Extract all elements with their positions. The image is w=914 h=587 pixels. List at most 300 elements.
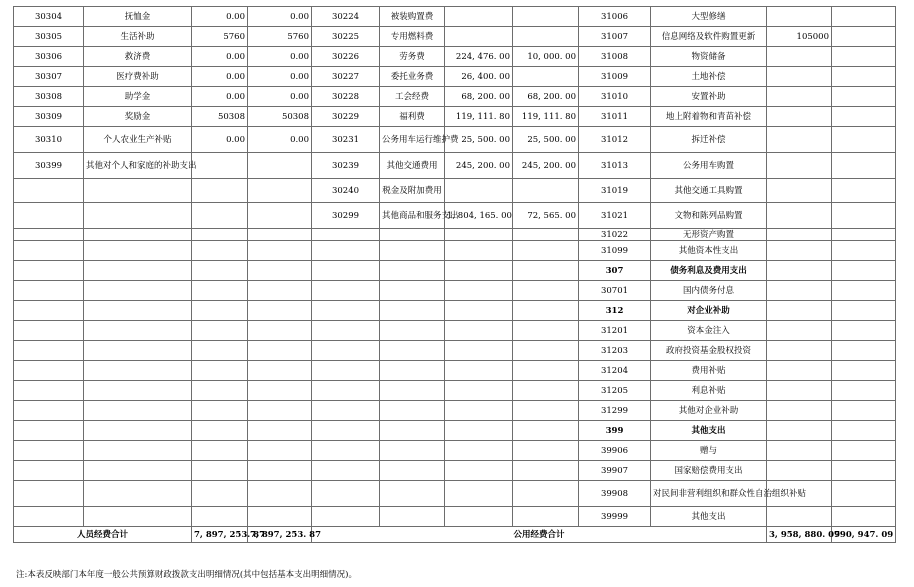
table-row — [14, 27, 896, 47]
table-cell: 30399 — [14, 153, 84, 179]
table-cell — [767, 107, 832, 127]
table-cell: 其他交通工具购置 — [651, 179, 767, 203]
table-cell — [312, 321, 380, 341]
expenditure-detail-table — [13, 6, 896, 543]
table-cell: 0.00 — [192, 47, 248, 67]
table-cell — [832, 67, 896, 87]
table-cell: 30229 — [312, 107, 380, 127]
table-cell: 0.00 — [192, 127, 248, 153]
table-cell — [832, 203, 896, 229]
totals-row — [14, 527, 896, 543]
table-cell — [192, 179, 248, 203]
table-cell: 30306 — [14, 47, 84, 67]
table-cell — [832, 7, 896, 27]
table-cell — [832, 153, 896, 179]
table-cell: 31021 — [579, 203, 651, 229]
table-cell — [192, 153, 248, 179]
table-row — [14, 107, 896, 127]
table-cell — [767, 441, 832, 461]
table-cell: 30305 — [14, 27, 84, 47]
table-cell — [84, 321, 192, 341]
table-cell — [513, 67, 579, 87]
table-cell — [445, 361, 513, 381]
table-cell: 对企业补助 — [651, 301, 767, 321]
table-cell — [192, 241, 248, 261]
table-row — [14, 153, 896, 179]
table-cell — [445, 341, 513, 361]
table-cell — [767, 87, 832, 107]
table-cell: 31012 — [579, 127, 651, 153]
table-row — [14, 341, 896, 361]
table-cell — [767, 179, 832, 203]
table-cell — [248, 401, 312, 421]
table-cell: 地上附着物和青苗补偿 — [651, 107, 767, 127]
table-row — [14, 281, 896, 301]
table-cell — [84, 341, 192, 361]
table-row — [14, 507, 896, 527]
table-cell — [767, 67, 832, 87]
table-cell — [248, 507, 312, 527]
table-cell — [84, 281, 192, 301]
table-cell — [767, 321, 832, 341]
table-cell — [767, 421, 832, 441]
table-cell: 0.00 — [248, 127, 312, 153]
table-cell — [248, 229, 312, 241]
table-cell — [832, 481, 896, 507]
table-cell — [832, 421, 896, 441]
table-cell — [192, 441, 248, 461]
table-cell — [767, 361, 832, 381]
table-cell: 119, 111. 80 — [445, 107, 513, 127]
table-cell — [513, 179, 579, 203]
table-cell — [832, 87, 896, 107]
table-cell — [832, 107, 896, 127]
table-cell — [312, 361, 380, 381]
table-row — [14, 47, 896, 67]
table-cell: 对民间非营利组织和群众性自治组织补贴 — [651, 481, 767, 507]
table-cell — [767, 301, 832, 321]
table-cell — [248, 381, 312, 401]
table-cell: 31099 — [579, 241, 651, 261]
table-row — [14, 67, 896, 87]
table-cell — [14, 401, 84, 421]
table-cell — [14, 461, 84, 481]
table-cell — [832, 381, 896, 401]
table-cell: 31008 — [579, 47, 651, 67]
table-cell: 30225 — [312, 27, 380, 47]
table-cell — [248, 341, 312, 361]
table-cell: 信息网络及软件购置更新 — [651, 27, 767, 47]
table-cell: 31201 — [579, 321, 651, 341]
table-cell: 30304 — [14, 7, 84, 27]
table-cell — [832, 441, 896, 461]
table-cell — [312, 401, 380, 421]
table-cell: 医疗费补助 — [84, 67, 192, 87]
table-cell: 30308 — [14, 87, 84, 107]
table-cell — [192, 281, 248, 301]
table-cell — [14, 261, 84, 281]
table-cell — [192, 203, 248, 229]
table-cell: 30701 — [579, 281, 651, 301]
table-cell — [445, 461, 513, 481]
table-cell — [832, 341, 896, 361]
table-cell: 307 — [579, 261, 651, 281]
table-cell — [767, 381, 832, 401]
table-cell: 31203 — [579, 341, 651, 361]
table-cell: 奖励金 — [84, 107, 192, 127]
table-cell — [513, 381, 579, 401]
table-cell — [832, 229, 896, 241]
table-cell: 资本金注入 — [651, 321, 767, 341]
table-cell — [14, 281, 84, 301]
table-cell — [767, 341, 832, 361]
table-cell — [248, 321, 312, 341]
table-cell — [445, 401, 513, 421]
table-cell — [445, 301, 513, 321]
table-body — [14, 7, 896, 543]
table-cell — [513, 341, 579, 361]
table-cell — [380, 341, 445, 361]
table-cell — [248, 441, 312, 461]
table-cell — [84, 461, 192, 481]
table-cell — [84, 301, 192, 321]
table-cell: 39908 — [579, 481, 651, 507]
table-cell: 30224 — [312, 7, 380, 27]
table-cell: 10, 000. 00 — [513, 47, 579, 67]
table-cell: 30231 — [312, 127, 380, 153]
table-cell — [767, 153, 832, 179]
table-cell: 政府投资基金股权投资 — [651, 341, 767, 361]
table-cell: 245, 200. 00 — [445, 153, 513, 179]
table-cell — [767, 261, 832, 281]
table-cell — [513, 507, 579, 527]
table-cell — [513, 281, 579, 301]
table-row — [14, 301, 896, 321]
table-cell — [312, 381, 380, 401]
table-cell — [513, 261, 579, 281]
table-cell — [14, 341, 84, 361]
table-cell — [832, 241, 896, 261]
table-cell — [832, 281, 896, 301]
table-cell — [84, 507, 192, 527]
table-cell — [513, 27, 579, 47]
table-cell — [832, 401, 896, 421]
table-cell: 312 — [579, 301, 651, 321]
table-row — [14, 203, 896, 229]
table-cell — [248, 241, 312, 261]
table-cell — [445, 7, 513, 27]
table-cell: 399 — [579, 421, 651, 441]
table-cell — [380, 507, 445, 527]
table-cell — [84, 241, 192, 261]
table-cell — [380, 229, 445, 241]
table-cell: 其他对个人和家庭的补助支出 — [84, 153, 192, 179]
table-cell — [192, 507, 248, 527]
table-cell: 个人农业生产补贴 — [84, 127, 192, 153]
table-cell: 68, 200. 00 — [445, 87, 513, 107]
table-cell — [380, 401, 445, 421]
table-cell — [445, 381, 513, 401]
table-cell — [248, 203, 312, 229]
table-row — [14, 261, 896, 281]
table-cell: 31013 — [579, 153, 651, 179]
table-cell: 30228 — [312, 87, 380, 107]
table-cell: 68, 200. 00 — [513, 87, 579, 107]
table-cell: 其他交通费用 — [380, 153, 445, 179]
table-cell — [312, 301, 380, 321]
table-cell — [513, 301, 579, 321]
table-cell — [192, 381, 248, 401]
table-cell — [767, 281, 832, 301]
table-cell: 26, 400. 00 — [445, 67, 513, 87]
table-cell — [84, 179, 192, 203]
table-cell — [84, 381, 192, 401]
table-cell — [312, 341, 380, 361]
table-cell — [84, 421, 192, 441]
table-row — [14, 441, 896, 461]
table-cell — [248, 153, 312, 179]
table-cell — [513, 401, 579, 421]
table-cell — [380, 301, 445, 321]
table-cell — [832, 321, 896, 341]
table-row — [14, 361, 896, 381]
table-row — [14, 87, 896, 107]
table-cell — [832, 27, 896, 47]
table-cell: 物资储备 — [651, 47, 767, 67]
table-cell — [445, 481, 513, 507]
table-cell — [445, 281, 513, 301]
table-cell: 31009 — [579, 67, 651, 87]
table-cell — [248, 301, 312, 321]
table-cell — [445, 27, 513, 47]
table-cell — [513, 229, 579, 241]
table-cell: 工会经费 — [380, 87, 445, 107]
table-cell — [445, 179, 513, 203]
table-cell — [767, 47, 832, 67]
table-cell: 0.00 — [248, 47, 312, 67]
table-cell — [832, 507, 896, 527]
table-cell: 31022 — [579, 229, 651, 241]
table-cell — [513, 241, 579, 261]
table-cell: 国内债务付息 — [651, 281, 767, 301]
public-basic-value: 790, 947. 09 — [832, 527, 896, 543]
table-cell — [312, 229, 380, 241]
table-cell — [513, 7, 579, 27]
table-cell — [14, 441, 84, 461]
table-cell — [380, 321, 445, 341]
table-cell — [312, 481, 380, 507]
table-cell: 119, 111. 80 — [513, 107, 579, 127]
table-cell: 安置补助 — [651, 87, 767, 107]
table-cell: 31010 — [579, 87, 651, 107]
table-cell — [832, 179, 896, 203]
table-row — [14, 241, 896, 261]
table-cell — [513, 421, 579, 441]
table-cell: 抚恤金 — [84, 7, 192, 27]
table-cell — [192, 361, 248, 381]
table-cell: 72, 565. 00 — [513, 203, 579, 229]
table-cell: 土地补偿 — [651, 67, 767, 87]
table-cell: 税金及附加费用 — [380, 179, 445, 203]
table-cell — [832, 261, 896, 281]
table-cell: 0.00 — [192, 87, 248, 107]
personnel-total-label: 人员经费合计 — [14, 527, 192, 543]
table-cell — [380, 481, 445, 507]
table-cell — [513, 361, 579, 381]
table-cell: 245, 200. 00 — [513, 153, 579, 179]
table-cell: 31299 — [579, 401, 651, 421]
table-cell: 劳务费 — [380, 47, 445, 67]
table-cell — [84, 401, 192, 421]
table-cell — [192, 261, 248, 281]
table-cell: 委托业务费 — [380, 67, 445, 87]
table-cell — [312, 281, 380, 301]
table-cell — [14, 481, 84, 507]
table-cell — [84, 261, 192, 281]
table-row — [14, 179, 896, 203]
table-cell — [445, 441, 513, 461]
table-cell: 大型修缮 — [651, 7, 767, 27]
table-row — [14, 321, 896, 341]
table-cell — [832, 461, 896, 481]
table-cell: 其他商品和服务支出 — [380, 203, 445, 229]
table-cell: 105000 — [767, 27, 832, 47]
table-cell: 0.00 — [192, 67, 248, 87]
table-cell — [248, 281, 312, 301]
table-cell: 31205 — [579, 381, 651, 401]
table-cell: 文物和陈列品购置 — [651, 203, 767, 229]
table-cell — [312, 461, 380, 481]
table-cell — [445, 261, 513, 281]
table-cell: 债务利息及费用支出 — [651, 261, 767, 281]
table-cell: 30307 — [14, 67, 84, 87]
table-row — [14, 481, 896, 507]
table-cell — [312, 241, 380, 261]
table-cell — [14, 381, 84, 401]
table-cell: 39999 — [579, 507, 651, 527]
table-cell — [380, 421, 445, 441]
table-cell: 公务用车购置 — [651, 153, 767, 179]
table-cell: 其他资本性支出 — [651, 241, 767, 261]
table-cell — [380, 281, 445, 301]
table-cell: 30310 — [14, 127, 84, 153]
table-cell: 39907 — [579, 461, 651, 481]
table-row — [14, 7, 896, 27]
table-cell — [513, 461, 579, 481]
table-cell — [832, 301, 896, 321]
table-cell: 31019 — [579, 179, 651, 203]
table-cell: 50308 — [192, 107, 248, 127]
table-cell — [445, 321, 513, 341]
table-cell — [192, 481, 248, 507]
table-cell: 30239 — [312, 153, 380, 179]
table-cell — [832, 361, 896, 381]
table-cell: 其他对企业补助 — [651, 401, 767, 421]
table-cell: 利息补贴 — [651, 381, 767, 401]
table-cell — [445, 421, 513, 441]
table-cell: 被装购置费 — [380, 7, 445, 27]
table-cell — [767, 7, 832, 27]
table-cell — [248, 261, 312, 281]
table-cell: 30309 — [14, 107, 84, 127]
table-row — [14, 401, 896, 421]
table-cell — [380, 441, 445, 461]
table-cell — [248, 179, 312, 203]
personnel-basic-value: 7, 897, 253. 87 — [248, 527, 312, 543]
table-cell: 31006 — [579, 7, 651, 27]
table-cell — [380, 241, 445, 261]
table-cell: 5760 — [192, 27, 248, 47]
table-cell — [312, 421, 380, 441]
table-cell — [767, 127, 832, 153]
table-cell — [192, 229, 248, 241]
table-cell: 31011 — [579, 107, 651, 127]
table-cell — [192, 341, 248, 361]
table-cell: 50308 — [248, 107, 312, 127]
table-cell — [445, 229, 513, 241]
table-cell — [14, 301, 84, 321]
table-row — [14, 229, 896, 241]
table-cell: 0.00 — [248, 67, 312, 87]
public-total-value: 3, 958, 880. 09 — [767, 527, 832, 543]
table-cell: 费用补贴 — [651, 361, 767, 381]
personnel-total-value: 7, 897, 253. 87 — [192, 527, 248, 543]
table-cell — [312, 261, 380, 281]
table-cell — [445, 241, 513, 261]
table-cell — [248, 361, 312, 381]
table-cell — [14, 203, 84, 229]
table-cell — [14, 361, 84, 381]
table-cell: 生活补助 — [84, 27, 192, 47]
table-cell: 专用燃料费 — [380, 27, 445, 47]
table-cell — [192, 301, 248, 321]
table-cell — [84, 203, 192, 229]
table-cell — [832, 127, 896, 153]
footnote: 注:本表反映部门本年度一般公共预算财政拨款支出明细情况(其中包括基本支出明细情况)。 — [16, 570, 358, 580]
table-row — [14, 421, 896, 441]
table-cell — [192, 401, 248, 421]
table-cell: 30226 — [312, 47, 380, 67]
table-cell: 39906 — [579, 441, 651, 461]
table-cell: 公务用车运行维护费 — [380, 127, 445, 153]
table-cell — [14, 241, 84, 261]
table-cell — [192, 321, 248, 341]
table-row — [14, 381, 896, 401]
table-cell — [84, 361, 192, 381]
table-cell — [192, 461, 248, 481]
table-cell: 5760 — [248, 27, 312, 47]
table-cell — [312, 507, 380, 527]
table-cell — [248, 481, 312, 507]
table-cell: 其他支出 — [651, 421, 767, 441]
table-cell — [380, 381, 445, 401]
table-cell — [767, 241, 832, 261]
table-cell — [513, 481, 579, 507]
table-cell — [14, 179, 84, 203]
table-cell: 1, 804, 165. 00 — [445, 203, 513, 229]
table-cell — [767, 507, 832, 527]
table-cell — [767, 401, 832, 421]
table-cell: 救济费 — [84, 47, 192, 67]
table-cell — [84, 229, 192, 241]
table-cell: 30299 — [312, 203, 380, 229]
table-cell — [84, 481, 192, 507]
table-cell: 25, 500. 00 — [513, 127, 579, 153]
table-cell — [14, 229, 84, 241]
table-cell — [767, 229, 832, 241]
table-cell — [513, 441, 579, 461]
table-cell — [380, 361, 445, 381]
